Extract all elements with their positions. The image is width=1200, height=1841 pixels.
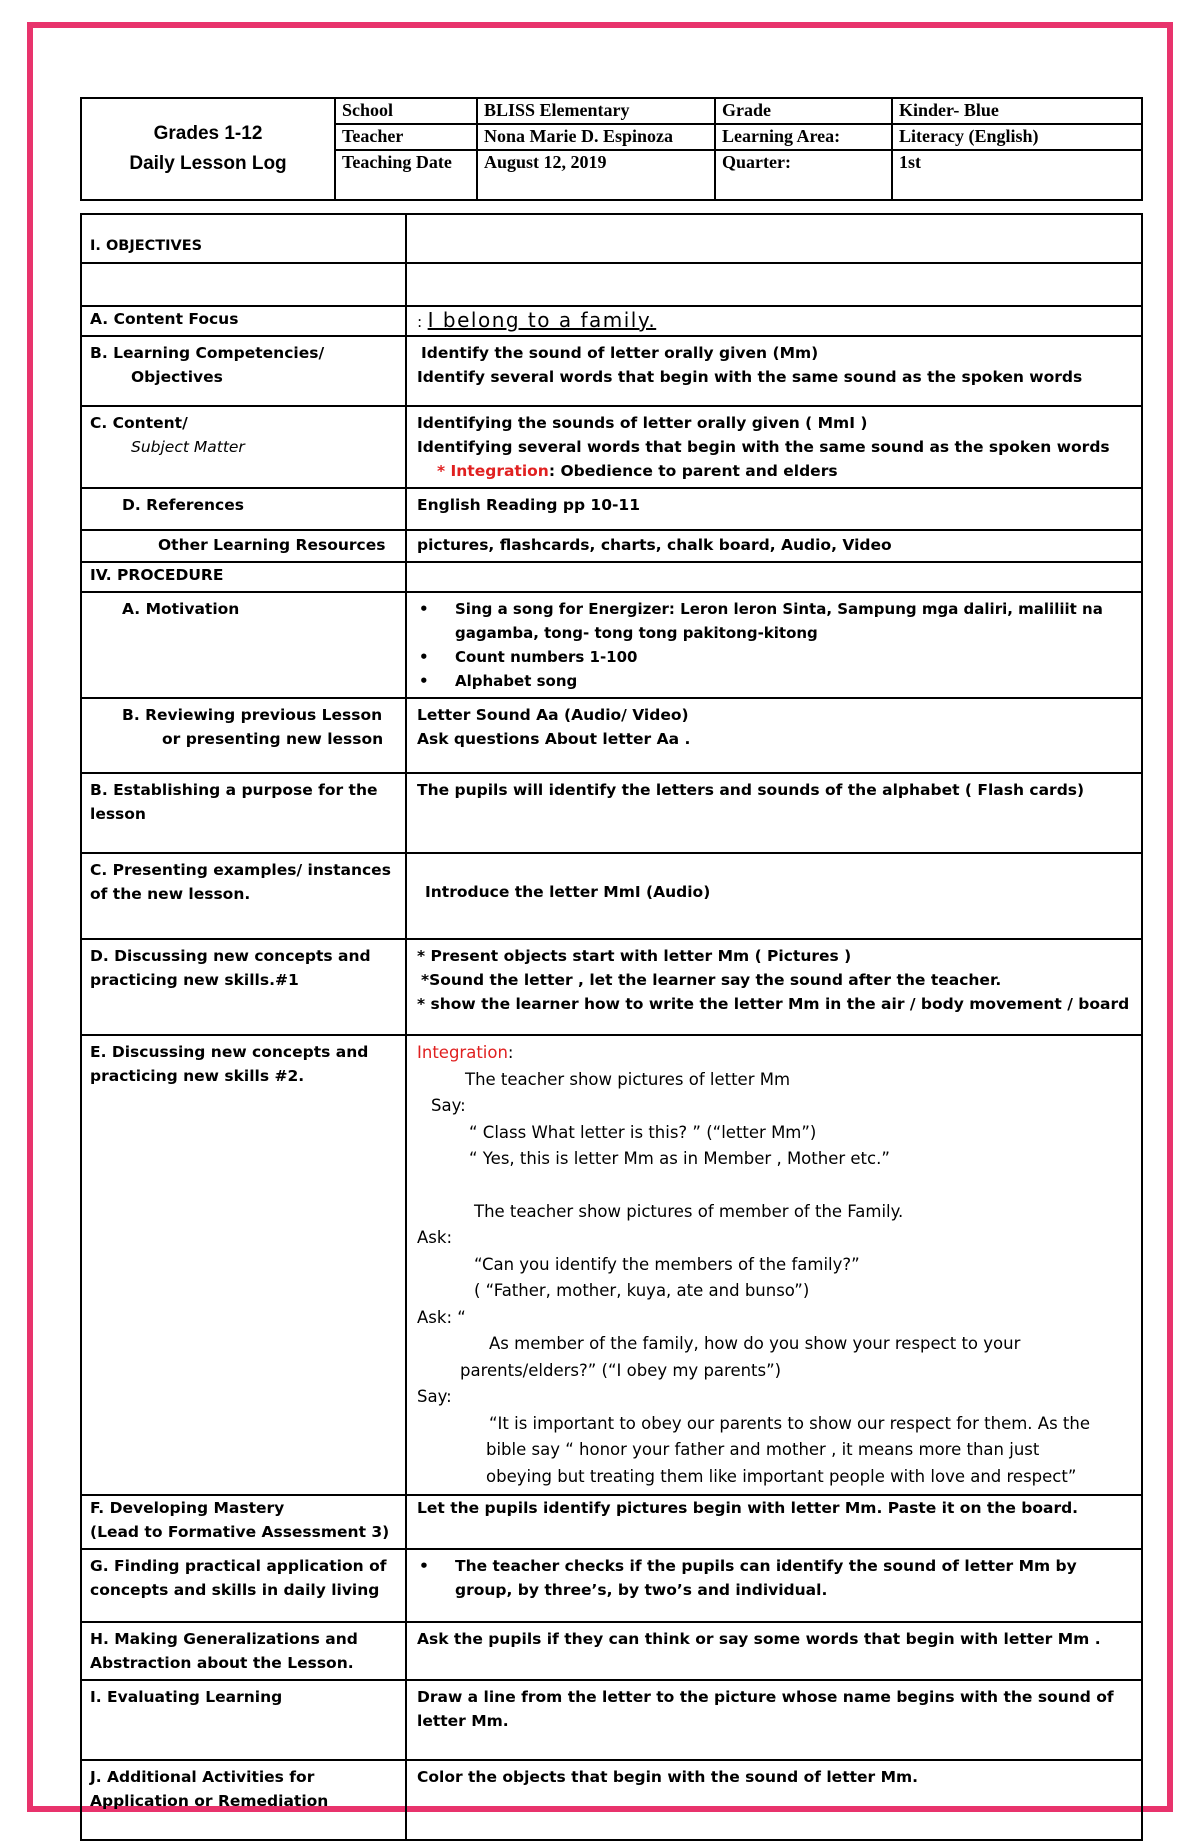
label-line: (Lead to Formative Assessment 3) <box>90 1523 390 1541</box>
other-resources-label: Other Learning Resources <box>81 530 406 562</box>
label-line: or presenting new lesson <box>162 730 384 748</box>
label-text: A. Content Focus <box>90 310 239 328</box>
value-line: Identifying several words that begin with the same sound as the spoken words <box>417 438 1110 456</box>
quarter-value: 1st <box>892 150 1142 200</box>
motivation-label: A. Motivation <box>81 592 406 698</box>
value-line: Letter Sound Aa (Audio/ Video) <box>417 706 689 724</box>
content-value <box>406 406 1142 488</box>
content-focus-value <box>406 306 1142 336</box>
review-value <box>406 698 1142 773</box>
lesson-table <box>80 213 1143 1841</box>
blank-cell <box>406 263 1142 306</box>
competencies-label <box>81 336 406 406</box>
dialogue-line: “ Yes, this is letter Mm as in Member , Mother etc.” <box>469 1149 890 1168</box>
dialogue-line: ( “Father, mother, kuya, ate and bunso”) <box>474 1281 810 1300</box>
integration-text: : Obedience to parent and elders <box>548 462 838 480</box>
dialogue-line: Say: <box>431 1096 466 1115</box>
purpose-value: The pupils will identify the letters and sounds of the alphabet ( Flash cards) <box>406 773 1142 853</box>
list-item: • Sing a song for Energizer: Leron leron Sinta, Sampung mga daliri, maliliit na gagamba, tong- tong tong pakitong-kitong <box>417 597 1131 645</box>
review-label <box>81 698 406 773</box>
dialogue-line: The teacher show pictures of member of the Family. <box>474 1201 904 1221</box>
additional-label: J. Additional Activities for Application or Remediation <box>81 1760 406 1840</box>
label-line: B. Reviewing previous Lesson <box>122 706 383 724</box>
dialogue-line: The teacher show pictures of letter Mm <box>465 1069 791 1089</box>
practical-label: G. Finding practical application of concepts and skills in daily living <box>81 1549 406 1622</box>
content-label <box>81 406 406 488</box>
value-line: * Present objects start with letter Mm ( Pictures ) <box>417 947 852 965</box>
teaching-date-label: Teaching Date <box>335 150 477 200</box>
label-line: B. Learning Competencies/ <box>90 344 325 362</box>
evaluate-value: Draw a line from the letter to the picture whose name begins with the sound of letter Mm. <box>406 1680 1142 1760</box>
dialogue-line: Ask: <box>417 1228 452 1247</box>
mastery-label <box>81 1495 406 1549</box>
generalization-value: Ask the pupils if they can think or say some words that begin with letter Mm . <box>406 1622 1142 1680</box>
mastery-value: Let the pupils identify pictures begin with letter Mm. Paste it on the board. <box>406 1495 1142 1549</box>
dialogue-line: “Can you identify the members of the family?” <box>474 1254 860 1274</box>
title-line-1: Grades 1-12 <box>153 123 263 144</box>
generalization-label: H. Making Generalizations and Abstraction about the Lesson. <box>81 1622 406 1680</box>
competencies-value <box>406 336 1142 406</box>
list-item: • Alphabet song <box>417 669 1131 693</box>
examples-value: Introduce the letter MmI (Audio) <box>406 853 1142 939</box>
school-label: School <box>335 98 477 124</box>
focus-prefix: : <box>417 313 423 331</box>
label-line: C. Content/ <box>90 414 188 432</box>
dialogue-line: “It is important to obey our parents to show our respect for them. As the <box>489 1413 1091 1433</box>
integration-label: Integration <box>417 1043 508 1062</box>
teaching-date-value: August 12, 2019 <box>477 150 715 200</box>
value-line: Identify several words that begin with the same sound as the spoken words <box>417 368 1083 386</box>
content-focus-label <box>81 306 406 336</box>
examples-label: C. Presenting examples/ instances of the new lesson. <box>81 853 406 939</box>
practical-value <box>406 1549 1142 1622</box>
label-line: F. Developing Mastery <box>90 1499 285 1517</box>
header-title <box>81 98 335 200</box>
references-label: D. References <box>81 488 406 530</box>
list-item: • The teacher checks if the pupils can identify the sound of letter Mm by group, by three’s, by two’s and individual. <box>417 1554 1131 1602</box>
motivation-list <box>406 592 1142 698</box>
procedure-heading: IV. PROCEDURE <box>81 562 406 592</box>
learning-area-label: Learning Area: <box>715 124 892 150</box>
dialogue-line: bible say “ honor your father and mother , it means more than just <box>486 1440 1040 1459</box>
evaluate-label: I. Evaluating Learning <box>81 1680 406 1760</box>
value-line: Identify the sound of letter orally given (Mm) <box>421 344 819 362</box>
quarter-label: Quarter: <box>715 150 892 200</box>
value-line: * show the learner how to write the letter Mm in the air / body movement / board <box>417 995 1130 1013</box>
integration-heading: Integration: <box>417 1043 514 1062</box>
value-line: Ask questions About letter Aa . <box>417 730 691 748</box>
objectives-value <box>406 214 1142 263</box>
school-value: BLISS Elementary <box>477 98 715 124</box>
learning-area-value: Literacy (English) <box>892 124 1142 150</box>
dialogue-line: obeying but treating them like important people with love and respect” <box>486 1466 1077 1486</box>
procedure-value <box>406 562 1142 592</box>
other-resources-value: pictures, flashcards, charts, chalk board, Audio, Video <box>406 530 1142 562</box>
grade-value: Kinder- Blue <box>892 98 1142 124</box>
label-line: Objectives <box>131 368 223 386</box>
blank-cell <box>81 263 406 306</box>
discuss2-label: E. Discussing new concepts and practicing new skills #2. <box>81 1035 406 1495</box>
focus-text: I belong to a family. <box>427 308 657 332</box>
dialogue-line: parents/elders?” (“I obey my parents”) <box>460 1360 782 1380</box>
dialogue-line: Ask: “ <box>417 1307 466 1327</box>
grade-label: Grade <box>715 98 892 124</box>
dialogue-line: As member of the family, how do you show your respect to your <box>489 1334 1021 1353</box>
dialogue-line: Say: <box>417 1387 452 1406</box>
purpose-label: B. Establishing a purpose for the lesson <box>81 773 406 853</box>
value-line: *Sound the letter , let the learner say the sound after the teacher. <box>421 971 1002 989</box>
dialogue-line: “ Class What letter is this? ” (“letter Mm”) <box>469 1122 817 1142</box>
teacher-value: Nona Marie D. Espinoza <box>477 124 715 150</box>
value-line: Identifying the sounds of letter orally given ( MmI ) <box>417 414 868 432</box>
teacher-label: Teacher <box>335 124 477 150</box>
additional-value: Color the objects that begin with the sound of letter Mm. <box>406 1760 1142 1840</box>
list-item: • Count numbers 1-100 <box>417 645 1131 669</box>
header-table <box>80 97 1143 201</box>
objectives-heading: I. OBJECTIVES <box>81 214 406 263</box>
references-value: English Reading pp 10-11 <box>406 488 1142 530</box>
discuss2-value <box>406 1035 1142 1495</box>
label-line: Subject Matter <box>131 438 245 456</box>
discuss1-value <box>406 939 1142 1035</box>
title-line-2: Daily Lesson Log <box>129 153 287 174</box>
discuss1-label: D. Discussing new concepts and practicing new skills.#1 <box>81 939 406 1035</box>
integration-marker: * Integration <box>437 462 549 480</box>
